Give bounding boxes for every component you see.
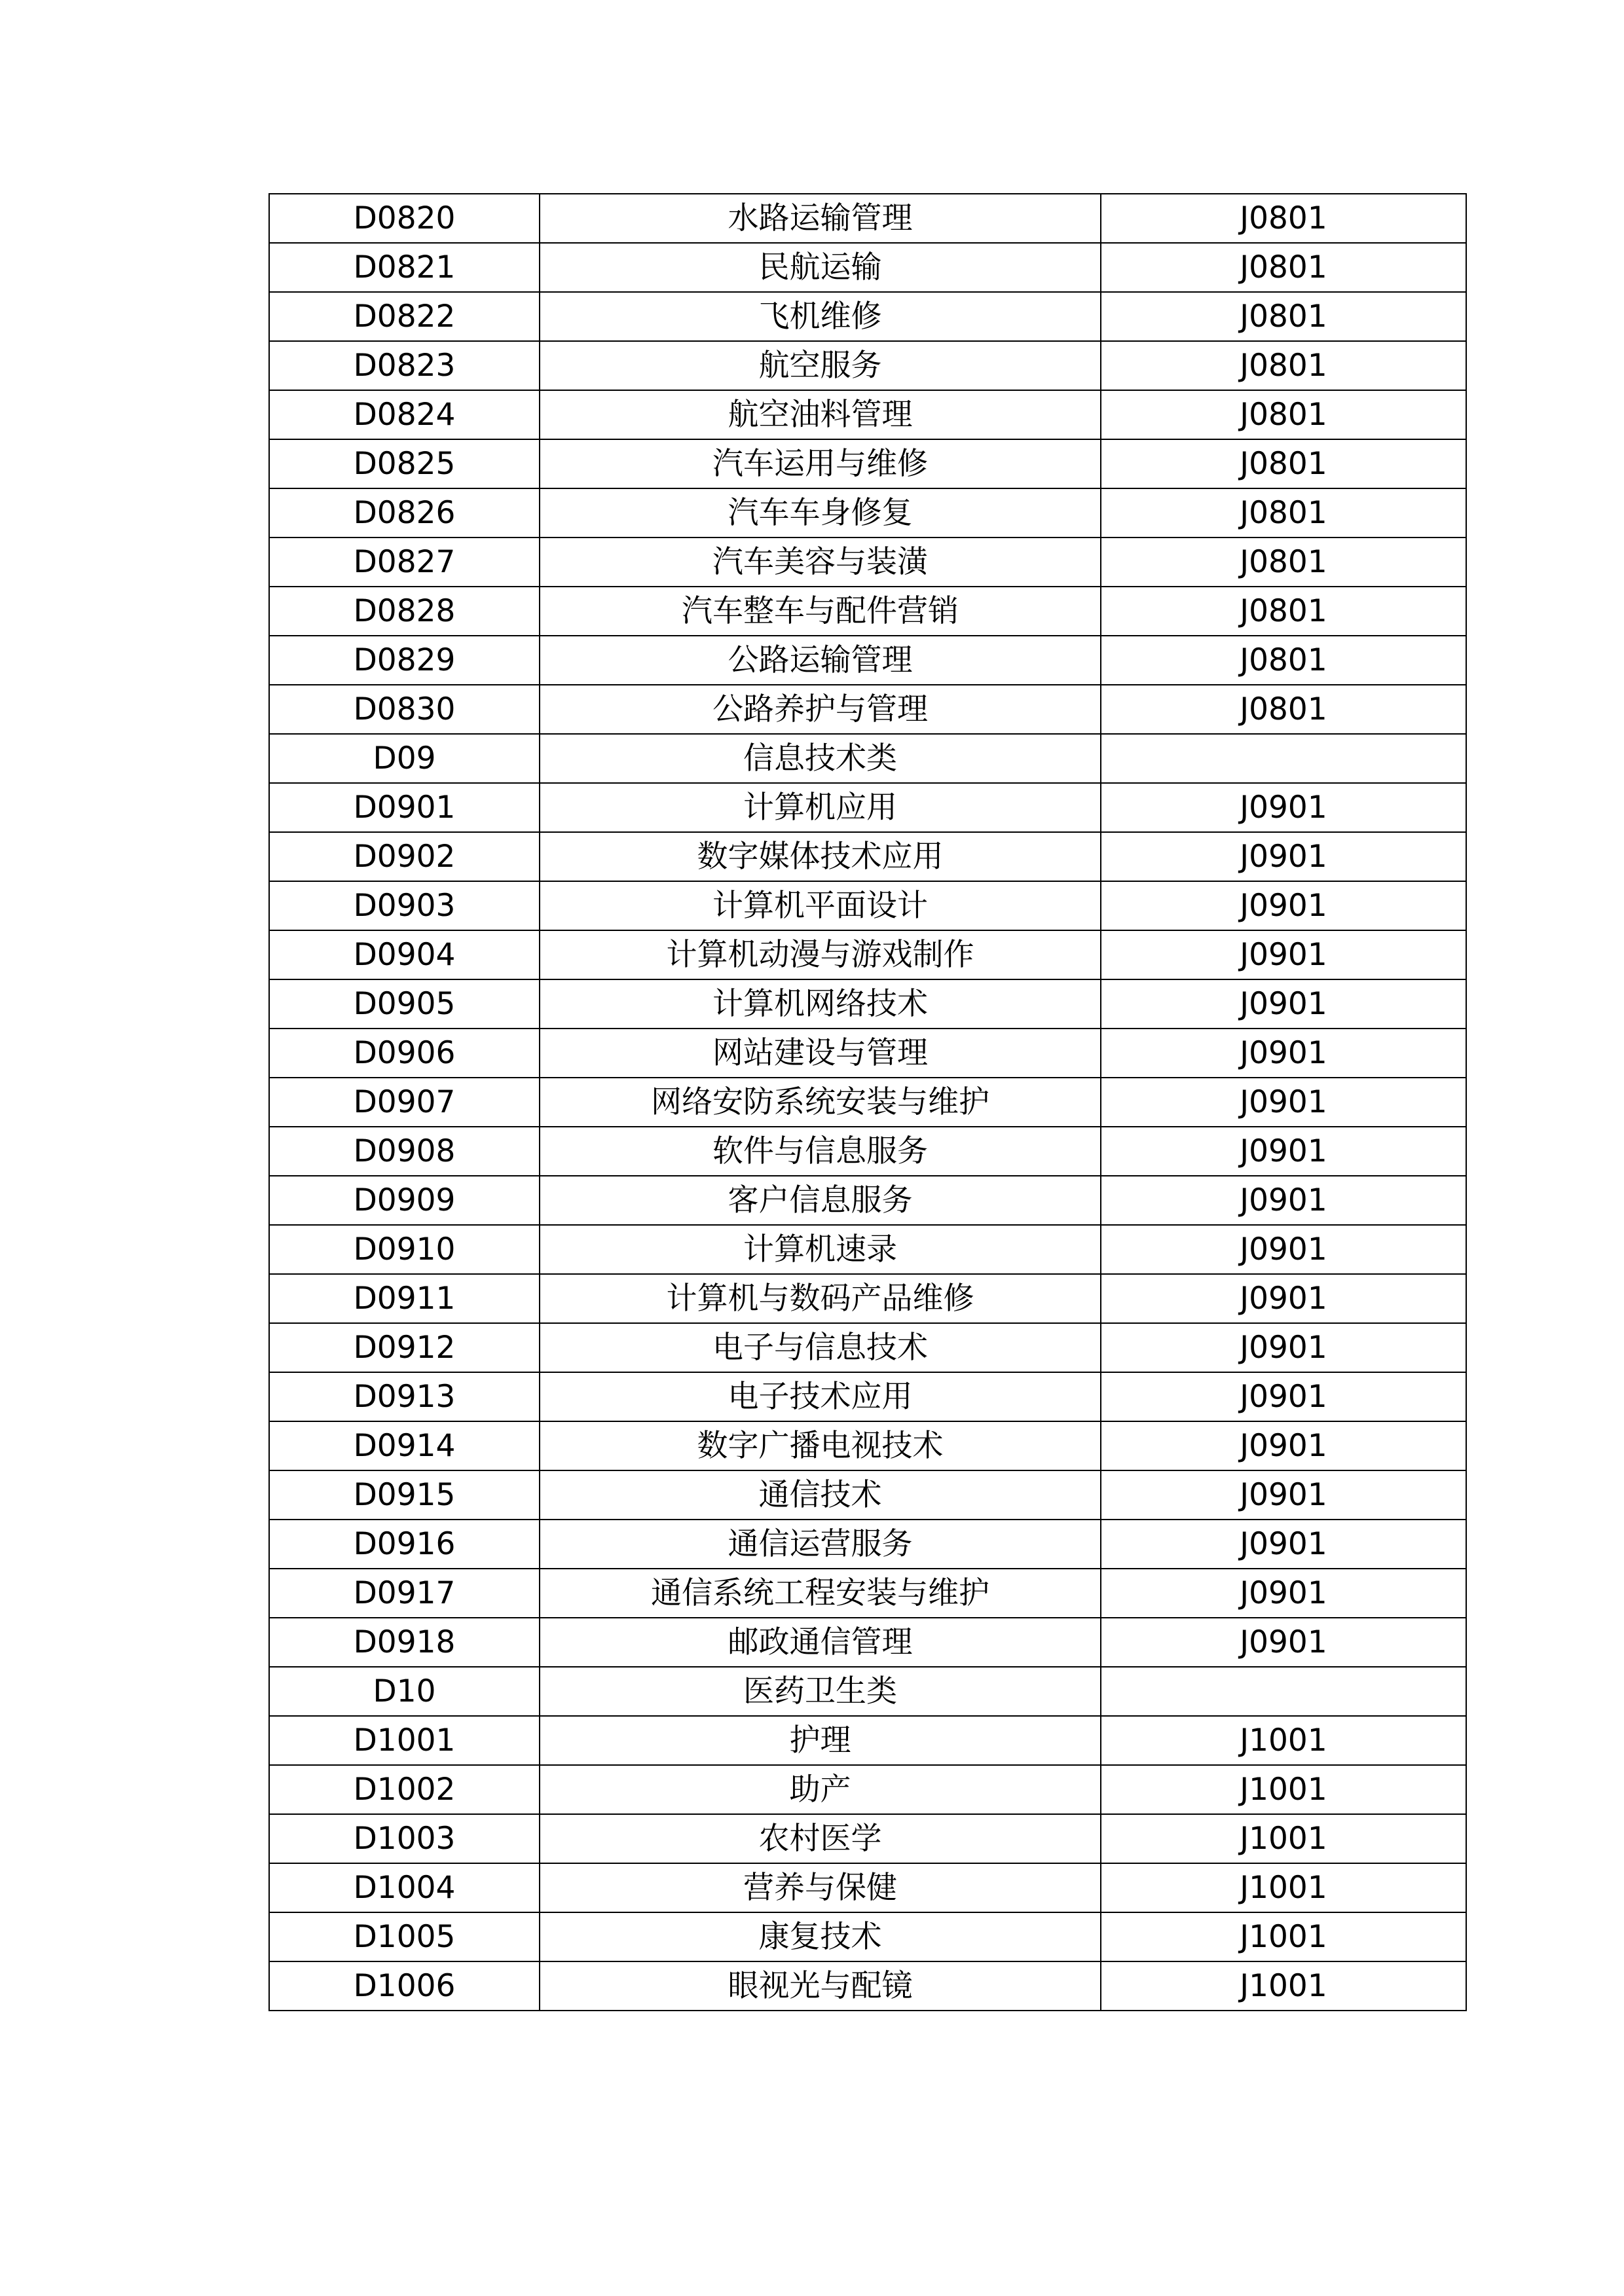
table-row: [269, 341, 1466, 390]
table-row: [269, 1961, 1466, 2011]
category-code-cell: J0801: [1101, 587, 1466, 636]
category-code-cell: J0901: [1101, 783, 1466, 832]
major-code-cell: D1005: [269, 1912, 540, 1961]
major-name-cell: 计算机动漫与游戏制作: [540, 930, 1101, 979]
major-name-cell: 汽车车身修复: [540, 488, 1101, 538]
category-code-cell: J0801: [1101, 243, 1466, 292]
category-code-cell: J0801: [1101, 390, 1466, 439]
category-code-cell: J0901: [1101, 1618, 1466, 1667]
table-row: [269, 636, 1466, 685]
major-code-cell: D1003: [269, 1814, 540, 1863]
major-code-cell: D0915: [269, 1470, 540, 1520]
table-row: [269, 1127, 1466, 1176]
major-code-cell: D0829: [269, 636, 540, 685]
major-code-cell: D0914: [269, 1421, 540, 1470]
major-code-cell: D0827: [269, 538, 540, 587]
major-code-cell: D0904: [269, 930, 540, 979]
major-name-cell: 电子技术应用: [540, 1372, 1101, 1421]
major-code-cell: D0830: [269, 685, 540, 734]
major-name-cell: 飞机维修: [540, 292, 1101, 341]
table-row: [269, 1520, 1466, 1569]
major-name-cell: 计算机网络技术: [540, 979, 1101, 1029]
table-row: [269, 1421, 1466, 1470]
major-name-cell: 航空服务: [540, 341, 1101, 390]
table-row: [269, 1323, 1466, 1372]
major-code-cell: D0828: [269, 587, 540, 636]
category-code-cell: J0801: [1101, 636, 1466, 685]
major-code-cell: D1001: [269, 1716, 540, 1765]
category-code-cell: [1101, 1667, 1466, 1716]
category-code-cell: J0901: [1101, 832, 1466, 881]
major-name-cell: 护理: [540, 1716, 1101, 1765]
major-code-cell: D0824: [269, 390, 540, 439]
category-code-cell: J0801: [1101, 685, 1466, 734]
major-name-cell: 客户信息服务: [540, 1176, 1101, 1225]
major-name-cell: 公路运输管理: [540, 636, 1101, 685]
category-code-cell: J0901: [1101, 1176, 1466, 1225]
major-name-cell: 软件与信息服务: [540, 1127, 1101, 1176]
table-row: [269, 1176, 1466, 1225]
table-row: [269, 1618, 1466, 1667]
table-row: [269, 1470, 1466, 1520]
category-code-cell: J0801: [1101, 488, 1466, 538]
table-row: [269, 194, 1466, 243]
major-code-cell: D0912: [269, 1323, 540, 1372]
major-code-cell: D0820: [269, 194, 540, 243]
major-code-cell: D0823: [269, 341, 540, 390]
major-code-cell: D0911: [269, 1274, 540, 1323]
table-row: [269, 1814, 1466, 1863]
major-code-cell: D0910: [269, 1225, 540, 1274]
category-code-cell: J0901: [1101, 1470, 1466, 1520]
table-row: [269, 979, 1466, 1029]
category-code-cell: J0901: [1101, 930, 1466, 979]
category-code-cell: J0801: [1101, 341, 1466, 390]
category-code-cell: J0801: [1101, 292, 1466, 341]
major-code-cell: D0821: [269, 243, 540, 292]
category-code-cell: J1001: [1101, 1912, 1466, 1961]
table-row: [269, 1372, 1466, 1421]
major-code-cell: D0901: [269, 783, 540, 832]
major-name-cell: 通信技术: [540, 1470, 1101, 1520]
major-code-cell: D0903: [269, 881, 540, 930]
major-name-cell: 网站建设与管理: [540, 1029, 1101, 1078]
table-row: [269, 243, 1466, 292]
table-row: [269, 832, 1466, 881]
major-name-cell: 邮政通信管理: [540, 1618, 1101, 1667]
major-name-cell: 康复技术: [540, 1912, 1101, 1961]
major-code-cell: D10: [269, 1667, 540, 1716]
major-name-cell: 计算机与数码产品维修: [540, 1274, 1101, 1323]
major-name-cell: 网络安防系统安装与维护: [540, 1078, 1101, 1127]
table-body: [269, 194, 1466, 2011]
table-row: [269, 1225, 1466, 1274]
category-code-cell: [1101, 734, 1466, 783]
category-code-cell: J0901: [1101, 1569, 1466, 1618]
major-code-cell: D0917: [269, 1569, 540, 1618]
major-code-cell: D0825: [269, 439, 540, 488]
major-name-cell: 公路养护与管理: [540, 685, 1101, 734]
major-code-table: [268, 193, 1467, 2011]
category-code-cell: J0901: [1101, 979, 1466, 1029]
category-code-cell: J0901: [1101, 1274, 1466, 1323]
major-code-cell: D0907: [269, 1078, 540, 1127]
major-name-cell: 农村医学: [540, 1814, 1101, 1863]
table-row: [269, 930, 1466, 979]
major-name-cell: 水路运输管理: [540, 194, 1101, 243]
major-code-cell: D0908: [269, 1127, 540, 1176]
major-name-cell: 电子与信息技术: [540, 1323, 1101, 1372]
major-name-cell: 航空油料管理: [540, 390, 1101, 439]
major-code-cell: D1006: [269, 1961, 540, 2011]
category-code-cell: J0901: [1101, 1323, 1466, 1372]
category-code-cell: J0801: [1101, 439, 1466, 488]
category-code-cell: J0801: [1101, 194, 1466, 243]
table-row: [269, 1912, 1466, 1961]
major-code-cell: D0822: [269, 292, 540, 341]
table-row: [269, 1029, 1466, 1078]
major-name-cell: 医药卫生类: [540, 1667, 1101, 1716]
category-code-cell: J1001: [1101, 1863, 1466, 1912]
major-code-cell: D1002: [269, 1765, 540, 1814]
major-name-cell: 计算机速录: [540, 1225, 1101, 1274]
table-row: [269, 1274, 1466, 1323]
major-name-cell: 汽车整车与配件营销: [540, 587, 1101, 636]
table-row: [269, 1863, 1466, 1912]
category-code-cell: J0801: [1101, 538, 1466, 587]
table-row: [269, 1667, 1466, 1716]
major-name-cell: 汽车美容与装潢: [540, 538, 1101, 587]
major-code-cell: D0826: [269, 488, 540, 538]
table-row: [269, 1569, 1466, 1618]
major-name-cell: 汽车运用与维修: [540, 439, 1101, 488]
major-name-cell: 计算机应用: [540, 783, 1101, 832]
category-code-cell: J0901: [1101, 881, 1466, 930]
table-row: [269, 587, 1466, 636]
table-row: [269, 881, 1466, 930]
table-row: [269, 292, 1466, 341]
major-name-cell: 数字广播电视技术: [540, 1421, 1101, 1470]
major-name-cell: 民航运输: [540, 243, 1101, 292]
table-row: [269, 390, 1466, 439]
major-name-cell: 营养与保健: [540, 1863, 1101, 1912]
major-code-cell: D0913: [269, 1372, 540, 1421]
major-name-cell: 计算机平面设计: [540, 881, 1101, 930]
category-code-cell: J1001: [1101, 1716, 1466, 1765]
table-row: [269, 1716, 1466, 1765]
table-row: [269, 1765, 1466, 1814]
major-name-cell: 数字媒体技术应用: [540, 832, 1101, 881]
major-code-cell: D09: [269, 734, 540, 783]
category-code-cell: J1001: [1101, 1961, 1466, 2011]
major-name-cell: 眼视光与配镜: [540, 1961, 1101, 2011]
category-code-cell: J0901: [1101, 1520, 1466, 1569]
table-row: [269, 538, 1466, 587]
category-code-cell: J1001: [1101, 1765, 1466, 1814]
major-code-cell: D1004: [269, 1863, 540, 1912]
table-row: [269, 783, 1466, 832]
major-code-cell: D0906: [269, 1029, 540, 1078]
major-name-cell: 通信运营服务: [540, 1520, 1101, 1569]
major-code-cell: D0905: [269, 979, 540, 1029]
major-code-cell: D0916: [269, 1520, 540, 1569]
table-row: [269, 488, 1466, 538]
category-code-cell: J0901: [1101, 1127, 1466, 1176]
category-code-cell: J0901: [1101, 1078, 1466, 1127]
major-code-cell: D0909: [269, 1176, 540, 1225]
major-code-cell: D0918: [269, 1618, 540, 1667]
table-row: [269, 1078, 1466, 1127]
table-row: [269, 685, 1466, 734]
category-code-cell: J0901: [1101, 1029, 1466, 1078]
category-code-cell: J1001: [1101, 1814, 1466, 1863]
category-code-cell: J0901: [1101, 1225, 1466, 1274]
major-name-cell: 助产: [540, 1765, 1101, 1814]
major-name-cell: 通信系统工程安装与维护: [540, 1569, 1101, 1618]
category-code-cell: J0901: [1101, 1372, 1466, 1421]
table-row: [269, 439, 1466, 488]
category-code-cell: J0901: [1101, 1421, 1466, 1470]
major-code-cell: D0902: [269, 832, 540, 881]
table-row: [269, 734, 1466, 783]
major-name-cell: 信息技术类: [540, 734, 1101, 783]
